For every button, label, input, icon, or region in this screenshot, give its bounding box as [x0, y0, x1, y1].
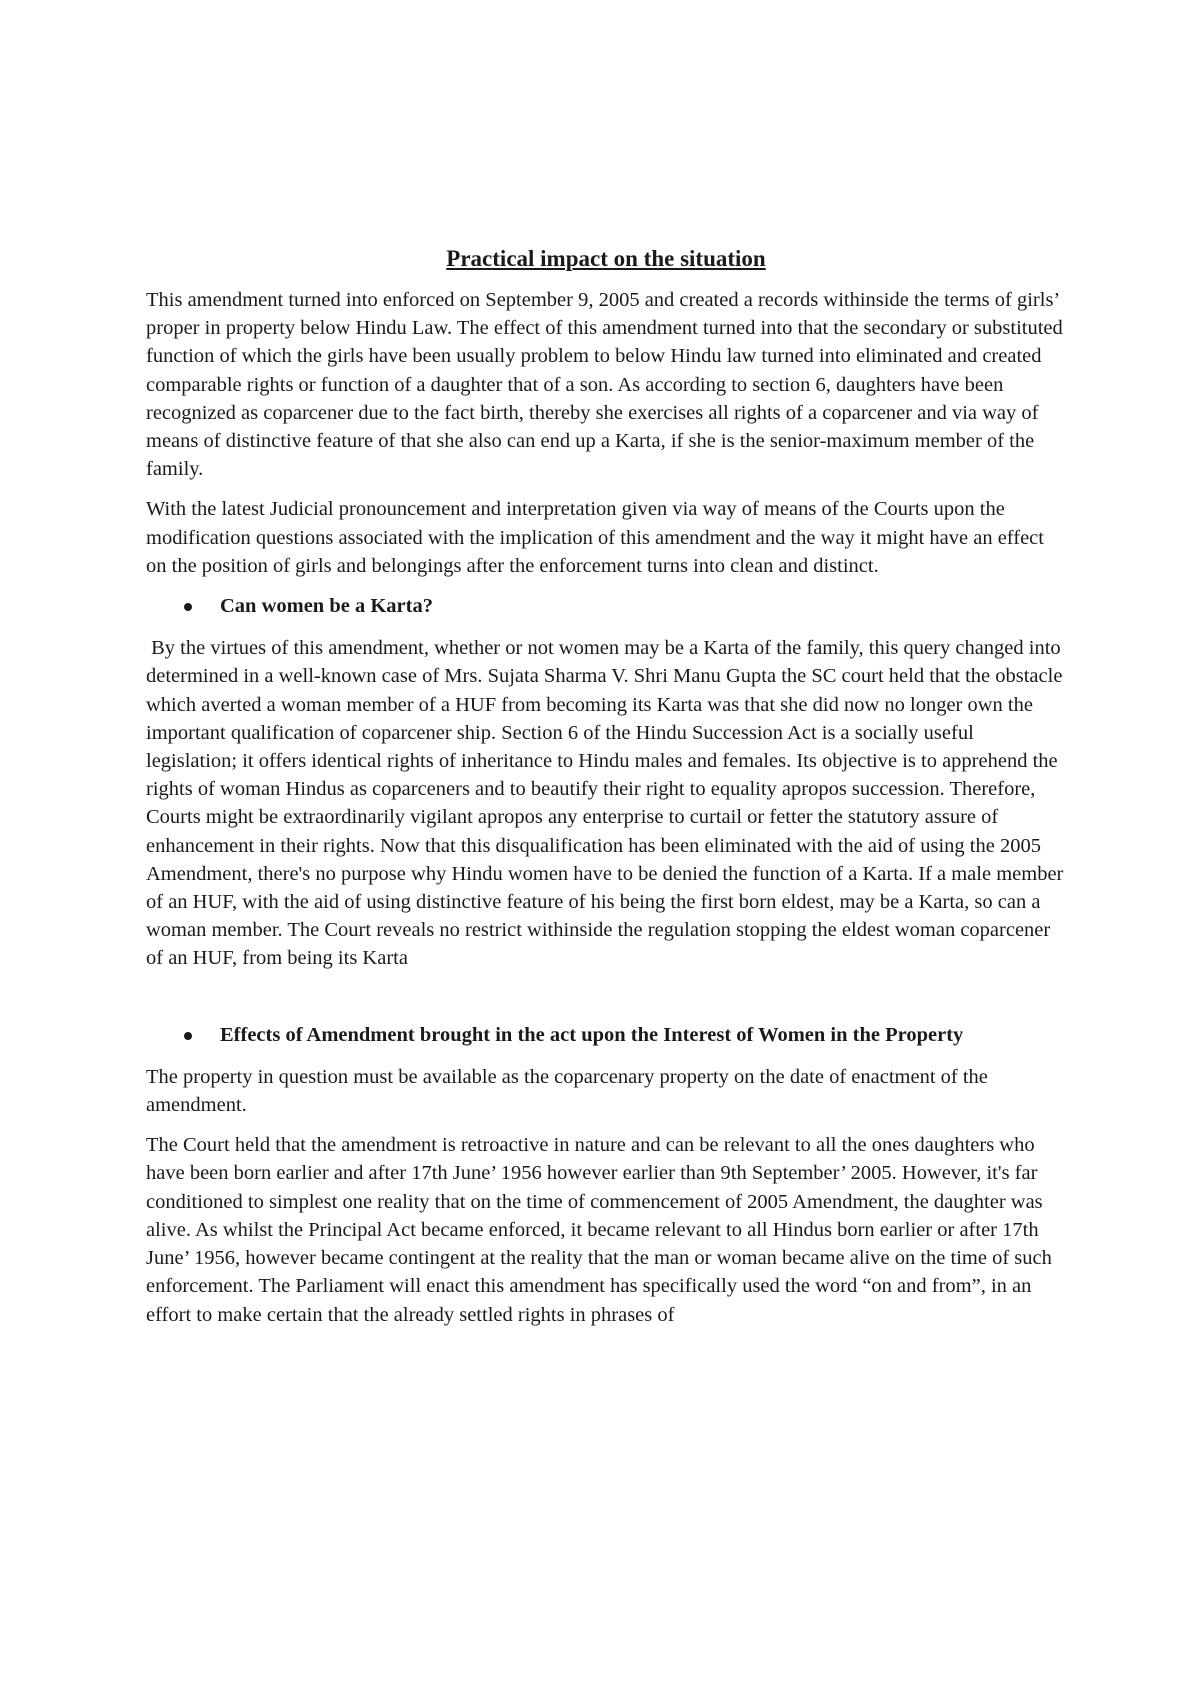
effects-paragraph-2: The Court held that the amendment is retroactive in nature and can be relevant to all the ones daughters who have been born earlier and after 17th June’ 1956 however earlier than 9th September’ 2005. However, it's far conditioned to simplest one reality that on the time of commencement of 2005 Amendment, the daughter was alive. As whilst the Principal Act became enforced, it became relevant to all Hindus born earlier or after 17th June’ 1956, however became contingent at the reality that the man or woman became alive on the time of such enforcement. The Parliament will enact this amendment has specifically used the word “on and from”, in an effort to make certain that the already settled rights in phrases of: [146, 1134, 1052, 1326]
karta-paragraph: By the virtues of this amendment, whether or not women may be a Karta of the family, this query changed into determined in a well-known case of Mrs. Sujata Sharma V. Shri Manu Gupta the SC court held that the obstacle which averted a woman member of a HUF from becoming its Karta was that she did now no longer own the important qualification of coparcener ship. Section 6 of the Hindu Succession Act is a socially useful legislation; it offers identical rights of inheritance to Hindu males and females. Its objective is to apprehend the rights of woman Hindus as coparceners and to beautify their right to equality apropos succession. Therefore, Courts might be extraordinarily vigilant apropos any enterprise to curtail or fetter the statutory assure of enhancement in their rights. Now that this disqualification has been eliminated with the aid of using the 2005 Amendment, there's no purpose why Hindu women have to be denied the function of a Karta. If a male member of an HUF, with the aid of using distinctive feature of his being the first born eldest, may be a Karta, so can a woman member. The Court reveals no restrict withinside the regulation stopping the eldest woman coparcener of an HUF, from being its Karta: [146, 637, 1069, 970]
document-body: [146, 244, 1069, 1341]
effects-paragraph-1: The property in question must be available as the coparcenary property on the date of enactment of the amendment.: [146, 1065, 988, 1117]
section-spacer: [146, 985, 1066, 1011]
page-title: Practical impact on the situation: [446, 246, 766, 271]
intro-paragraph-2: With the latest Judicial pronouncement and interpretation given via way of means of the Courts upon the modification questions associated with the implication of this amendment and the way it might have an effect on the position of girls and belongings after the enforcement turns into clean and distinct.: [146, 498, 1044, 577]
bullet-icon: [184, 1032, 192, 1040]
intro-paragraph-1: This amendment turned into enforced on September 9, 2005 and created a records withinside the terms of girls’ proper in property below Hindu Law. The effect of this amendment turned into that the secondary or substituted function of which the girls have been usually problem to below Hindu law turned into eliminated and created comparable rights or function of a daughter that of a son. As according to section 6, daughters have been recognized as coparcener due to the fact birth, thereby she exercises all rights of a coparcener and via way of means of distinctive feature of that she also can end up a Karta, if she is the senior-maximum member of the family.: [146, 289, 1063, 481]
section-heading-effects-text: Effects of Amendment brought in the act upon the Interest of Women in the Property: [220, 1023, 964, 1046]
bullet-icon: [184, 603, 192, 611]
section-heading-karta: [146, 592, 1066, 620]
section-heading-karta-text: Can women be a Karta?: [220, 595, 433, 618]
section-heading-effects: [146, 1021, 1066, 1049]
